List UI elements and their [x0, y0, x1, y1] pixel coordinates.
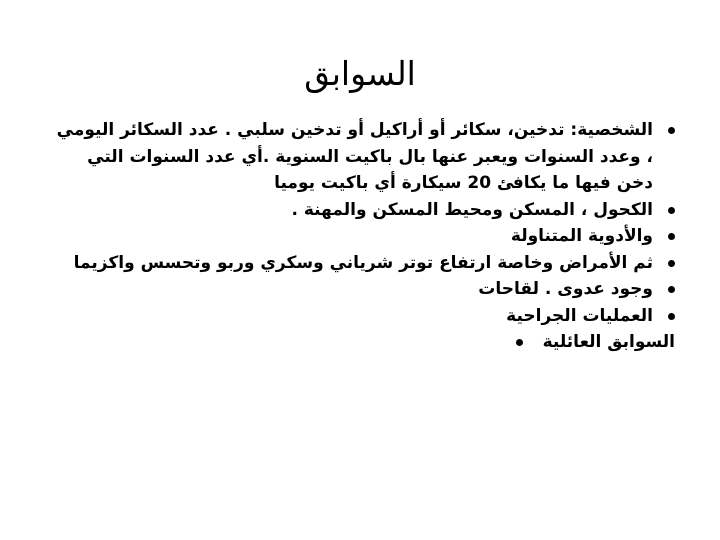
- list-item: [55, 250, 675, 277]
- bullet-text: الكحول ، المسكن ومحيط المسكن والمهنة .: [291, 199, 653, 220]
- bullet-dot-icon: [668, 286, 675, 293]
- bullet-text: الشخصية: تدخين، سكائر أو أراكيل أو تدخين سلبي . عدد السكائر اليومي ، وعدد السنوات ويعبر عنها بال باكيت السنوية .أي عدد السنوات التي دخن فيها ما يكافئ 20 سيكارة أي باكيت يوميا: [56, 120, 653, 193]
- bullet-text: ثم الأمراض وخاصة ارتفاع توتر شرياني وسكري وربو وتحسس واكزيما: [73, 252, 653, 273]
- list-item: [55, 303, 675, 330]
- slide-title: السوابق: [304, 54, 416, 93]
- bullet-dot-icon: [668, 313, 675, 320]
- bullet-dot-icon: [516, 339, 523, 346]
- bullet-text: السوابق العائلية: [542, 332, 675, 352]
- bullet-dot-icon: [668, 127, 675, 134]
- bullet-text: وجود عدوى . لقاحات: [478, 279, 653, 299]
- bullet-dot-icon: [668, 207, 675, 214]
- list-item: [55, 223, 675, 250]
- list-item: [55, 329, 675, 356]
- bullet-text: العمليات الجراحية: [506, 305, 653, 326]
- bullet-list: [55, 117, 675, 356]
- bullet-dot-icon: [668, 260, 675, 267]
- bullet-text: والأدوية المتناولة: [510, 226, 653, 246]
- list-item: [55, 117, 675, 197]
- bullet-dot-icon: [668, 233, 675, 240]
- list-item: [55, 197, 675, 224]
- list-item: [55, 276, 675, 303]
